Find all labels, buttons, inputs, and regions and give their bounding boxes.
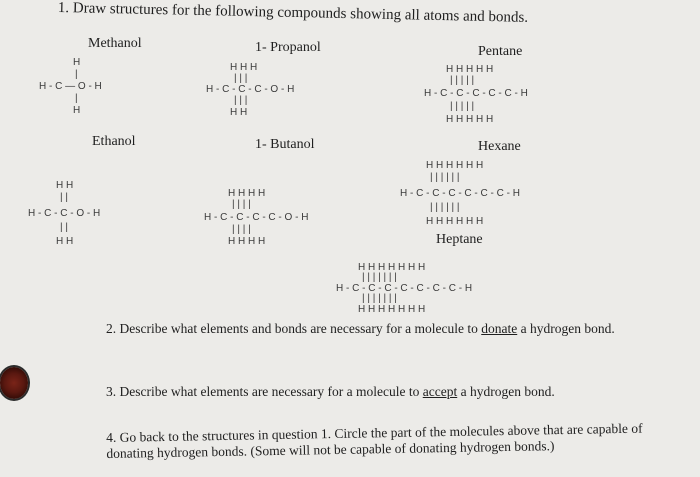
question-3-text: 3. Describe what elements are necessary for a molecule to: [106, 384, 423, 399]
label-pentane: Pentane: [478, 44, 523, 59]
svg-text:| |: | |: [60, 222, 68, 233]
ethanol-structure: [22, 178, 182, 253]
question-3: [106, 384, 555, 400]
binder-hole-icon: [0, 367, 28, 399]
svg-text:| | | | | |: | | | | | | |: [362, 272, 397, 283]
svg-text:H - C - C - C - O - H: H - C - C - C - O - H: [206, 84, 295, 95]
question-4-line-1: 4. Go back to the structures in question 1. Circle the part of the molecules above that are capable of: [106, 420, 643, 445]
svg-text:H H: H H: [230, 107, 248, 118]
svg-text:H H H H H: H H H H H: [446, 64, 494, 75]
1-butanol-structure: [200, 186, 390, 256]
svg-text:H H H H H H: H H H H H H: [426, 216, 484, 227]
svg-text:H - C - C - C - C - C - C - H: H - C - C - C - C - C - C - H: [400, 188, 520, 199]
hexane-structure: [392, 158, 632, 230]
svg-text:H - C - C - C - C - C - C - C: H - C - C - C - C - C - C - C - H: [336, 283, 473, 294]
svg-text:H H H H H: H H H H H: [446, 114, 494, 125]
svg-text:H: H: [73, 105, 81, 116]
svg-text:| | |: | | |: [234, 73, 248, 84]
svg-text:H: H: [73, 57, 81, 68]
svg-text:H H H H: H H H H: [228, 236, 266, 247]
svg-text:| | | |: | | | |: [232, 199, 251, 210]
svg-text:H - C - C - C - C - O - H: H - C - C - C - C - O - H: [204, 212, 309, 223]
svg-text:| | |: | | |: [234, 95, 248, 106]
svg-text:| | | |: | | | |: [232, 224, 251, 235]
question-2-keyword: donate: [481, 321, 518, 336]
svg-text:H H H H H H H: H H H H H H H: [358, 304, 426, 315]
label-ethanol: Ethanol: [92, 134, 136, 149]
svg-text:H H: H H: [56, 236, 74, 247]
methanol-structure: [25, 55, 165, 125]
svg-text:H - C - C - O - H: H - C - C - O - H: [28, 208, 101, 219]
svg-text:H H H H: H H H H: [228, 188, 266, 199]
question-2-text-end: a hydrogen bond.: [517, 321, 615, 336]
svg-text:H H H: H H H: [230, 62, 258, 73]
pentane-structure: [420, 62, 630, 132]
svg-text:|: |: [75, 69, 78, 80]
label-methanol: Methanol: [88, 36, 142, 51]
svg-text:| | | | | |: | | | | | |: [430, 172, 460, 183]
svg-text:H - C - C - C - C - C - H: H - C - C - C - C - C - H: [424, 88, 528, 99]
1-propanol-structure: [200, 60, 380, 130]
svg-text:H H H H H H H: H H H H H H H: [358, 262, 426, 273]
svg-text:H H: H H: [56, 180, 74, 191]
svg-text:| | | | | |: | | | | | |: [430, 202, 460, 213]
label-1-propanol: 1- Propanol: [255, 40, 321, 55]
question-4-line-2: donating hydrogen bonds. (Some will not be capable of donating hydrogen bonds.): [106, 438, 555, 461]
svg-text:| | | | |: | | | | |: [450, 75, 475, 86]
svg-text:| | | | | |: | | | | | | |: [362, 293, 397, 304]
question-4: [106, 421, 643, 462]
heptane-structure: [330, 260, 590, 320]
svg-text:H H H H H H: H H H H H H: [426, 160, 484, 171]
question-2: [106, 321, 615, 337]
svg-text:|: |: [75, 93, 78, 104]
label-heptane: Heptane: [436, 232, 483, 247]
question-2-text: 2. Describe what elements and bonds are necessary for a molecule to: [106, 321, 482, 336]
question-3-keyword: accept: [422, 384, 458, 399]
svg-text:| |: | |: [60, 192, 68, 203]
question-3-text-end: a hydrogen bond.: [457, 384, 555, 399]
label-hexane: Hexane: [478, 139, 521, 154]
question-1: 1. Draw structures for the following compounds showing all atoms and bonds.: [57, 0, 529, 26]
label-1-butanol: 1- Butanol: [255, 137, 315, 152]
svg-text:| | | | |: | | | | |: [450, 101, 475, 112]
svg-text:H - C — O - H: H - C — O - H: [39, 81, 102, 92]
